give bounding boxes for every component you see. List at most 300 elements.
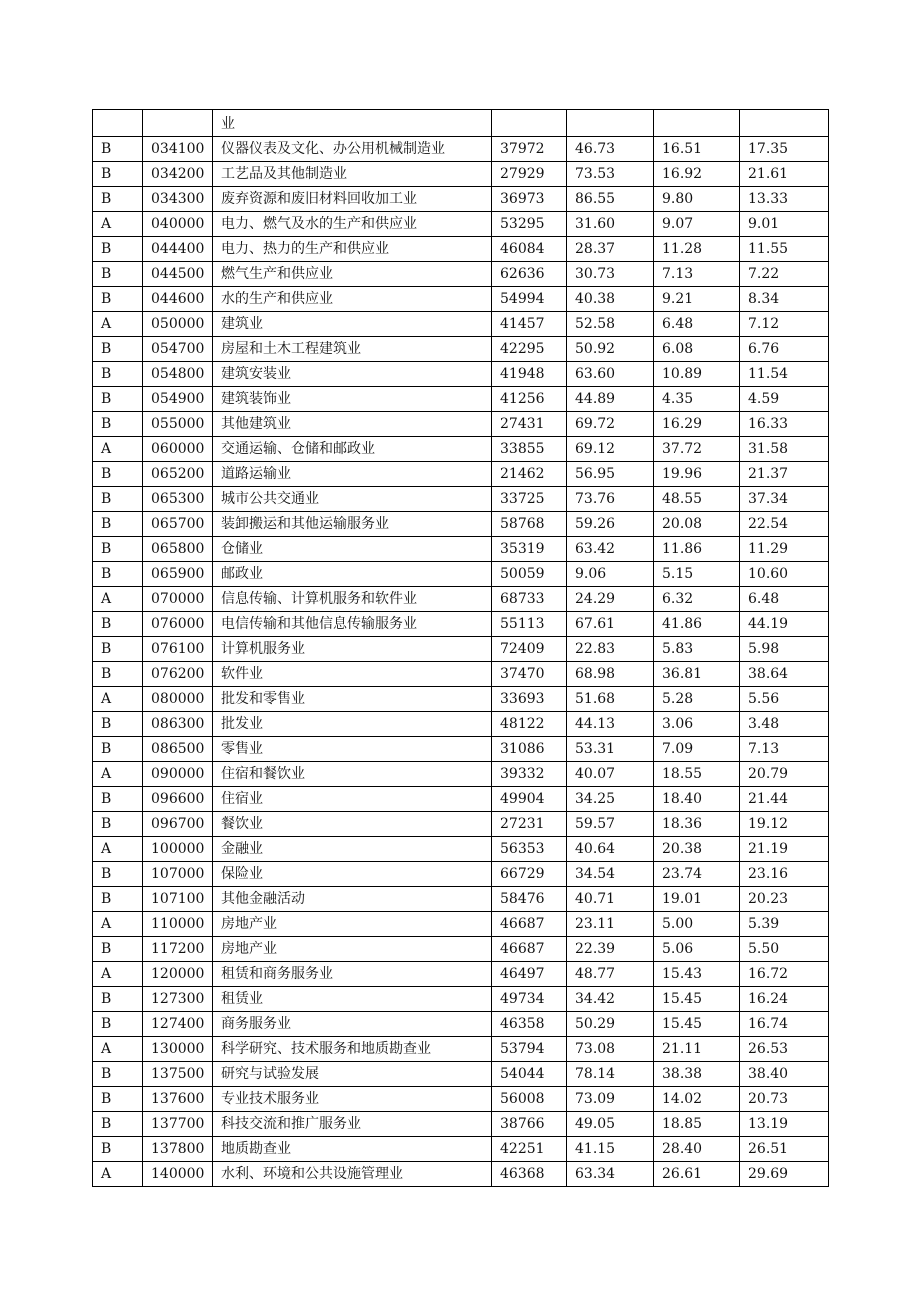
ratio-1-cell: 56.95 <box>567 462 654 487</box>
ratio-2-cell: 5.00 <box>654 912 740 937</box>
value-cell: 27929 <box>492 162 567 187</box>
ratio-3-cell: 38.40 <box>740 1062 829 1087</box>
industry-name-cell: 科技交流和推广服务业 <box>213 1112 492 1137</box>
value-cell: 49904 <box>492 787 567 812</box>
industry-name-cell: 餐饮业 <box>213 812 492 837</box>
code-cell: 076000 <box>143 612 213 637</box>
ratio-1-cell: 73.76 <box>567 487 654 512</box>
industry-name-cell: 地质勘查业 <box>213 1137 492 1162</box>
ratio-1-cell: 48.77 <box>567 962 654 987</box>
ratio-1-cell: 40.71 <box>567 887 654 912</box>
table-row <box>93 812 829 837</box>
value-cell <box>492 110 567 137</box>
code-cell: 044500 <box>143 262 213 287</box>
level-cell: B <box>93 187 143 212</box>
table-row <box>93 587 829 612</box>
code-cell: 140000 <box>143 1162 213 1187</box>
code-cell: 044400 <box>143 237 213 262</box>
industry-name-cell: 批发和零售业 <box>213 687 492 712</box>
ratio-1-cell: 63.34 <box>567 1162 654 1187</box>
industry-name-cell: 信息传输、计算机服务和软件业 <box>213 587 492 612</box>
industry-name-cell: 废弃资源和废旧材料回收加工业 <box>213 187 492 212</box>
ratio-2-cell: 5.28 <box>654 687 740 712</box>
ratio-2-cell: 16.51 <box>654 137 740 162</box>
ratio-3-cell: 38.64 <box>740 662 829 687</box>
table-row <box>93 912 829 937</box>
ratio-3-cell: 20.23 <box>740 887 829 912</box>
code-cell: 090000 <box>143 762 213 787</box>
ratio-3-cell: 21.44 <box>740 787 829 812</box>
industry-name-cell: 建筑业 <box>213 312 492 337</box>
industry-name-cell: 租赁业 <box>213 987 492 1012</box>
ratio-1-cell: 23.11 <box>567 912 654 937</box>
ratio-2-cell: 3.06 <box>654 712 740 737</box>
value-cell: 46368 <box>492 1162 567 1187</box>
value-cell: 53295 <box>492 212 567 237</box>
ratio-3-cell: 11.54 <box>740 362 829 387</box>
level-cell: B <box>93 412 143 437</box>
table-row <box>93 862 829 887</box>
industry-name-cell: 科学研究、技术服务和地质勘查业 <box>213 1037 492 1062</box>
ratio-3-cell: 21.61 <box>740 162 829 187</box>
industry-name-cell: 批发业 <box>213 712 492 737</box>
ratio-3-cell: 44.19 <box>740 612 829 637</box>
code-cell: 034200 <box>143 162 213 187</box>
value-cell: 33725 <box>492 487 567 512</box>
level-cell: B <box>93 162 143 187</box>
value-cell: 55113 <box>492 612 567 637</box>
code-cell: 110000 <box>143 912 213 937</box>
level-cell: B <box>93 1062 143 1087</box>
ratio-2-cell: 7.13 <box>654 262 740 287</box>
ratio-1-cell: 28.37 <box>567 237 654 262</box>
ratio-2-cell: 6.08 <box>654 337 740 362</box>
industry-name-cell: 建筑装饰业 <box>213 387 492 412</box>
ratio-2-cell: 18.40 <box>654 787 740 812</box>
code-cell: 065900 <box>143 562 213 587</box>
ratio-1-cell: 51.68 <box>567 687 654 712</box>
ratio-2-cell: 7.09 <box>654 737 740 762</box>
value-cell: 58768 <box>492 512 567 537</box>
level-cell: B <box>93 662 143 687</box>
ratio-2-cell: 6.32 <box>654 587 740 612</box>
code-cell: 054800 <box>143 362 213 387</box>
ratio-3-cell: 5.56 <box>740 687 829 712</box>
level-cell: B <box>93 1087 143 1112</box>
ratio-1-cell: 30.73 <box>567 262 654 287</box>
ratio-3-cell: 7.13 <box>740 737 829 762</box>
level-cell: B <box>93 237 143 262</box>
table-row <box>93 837 829 862</box>
code-cell: 065300 <box>143 487 213 512</box>
level-cell: B <box>93 887 143 912</box>
ratio-3-cell: 19.12 <box>740 812 829 837</box>
ratio-2-cell: 6.48 <box>654 312 740 337</box>
ratio-1-cell: 34.42 <box>567 987 654 1012</box>
ratio-2-cell: 5.06 <box>654 937 740 962</box>
ratio-3-cell: 20.73 <box>740 1087 829 1112</box>
ratio-1-cell: 73.09 <box>567 1087 654 1112</box>
level-cell: A <box>93 762 143 787</box>
ratio-2-cell: 18.55 <box>654 762 740 787</box>
code-cell: 127300 <box>143 987 213 1012</box>
table-row <box>93 1162 829 1187</box>
table-row <box>93 262 829 287</box>
ratio-2-cell: 9.07 <box>654 212 740 237</box>
ratio-3-cell: 16.74 <box>740 1012 829 1037</box>
ratio-1-cell: 40.07 <box>567 762 654 787</box>
ratio-1-cell: 22.83 <box>567 637 654 662</box>
level-cell: B <box>93 287 143 312</box>
value-cell: 68733 <box>492 587 567 612</box>
ratio-3-cell: 6.48 <box>740 587 829 612</box>
ratio-2-cell: 14.02 <box>654 1087 740 1112</box>
value-cell: 35319 <box>492 537 567 562</box>
industry-name-cell: 水的生产和供应业 <box>213 287 492 312</box>
ratio-3-cell: 26.53 <box>740 1037 829 1062</box>
ratio-1-cell: 63.42 <box>567 537 654 562</box>
table-row <box>93 662 829 687</box>
table-row <box>93 212 829 237</box>
value-cell: 48122 <box>492 712 567 737</box>
industry-name-cell: 房地产业 <box>213 937 492 962</box>
code-cell <box>143 110 213 137</box>
ratio-2-cell: 4.35 <box>654 387 740 412</box>
ratio-1-cell: 31.60 <box>567 212 654 237</box>
ratio-3-cell: 8.34 <box>740 287 829 312</box>
code-cell: 050000 <box>143 312 213 337</box>
value-cell: 46084 <box>492 237 567 262</box>
code-cell: 044600 <box>143 287 213 312</box>
industry-name-cell: 其他金融活动 <box>213 887 492 912</box>
table-row <box>93 537 829 562</box>
ratio-1-cell: 59.57 <box>567 812 654 837</box>
ratio-2-cell: 20.08 <box>654 512 740 537</box>
value-cell: 56008 <box>492 1087 567 1112</box>
industry-name-cell: 燃气生产和供应业 <box>213 262 492 287</box>
industry-name-cell: 金融业 <box>213 837 492 862</box>
level-cell: B <box>93 487 143 512</box>
level-cell: A <box>93 1037 143 1062</box>
value-cell: 49734 <box>492 987 567 1012</box>
value-cell: 46687 <box>492 937 567 962</box>
value-cell: 38766 <box>492 1112 567 1137</box>
ratio-2-cell: 38.38 <box>654 1062 740 1087</box>
ratio-3-cell: 11.55 <box>740 237 829 262</box>
ratio-2-cell: 20.38 <box>654 837 740 862</box>
level-cell <box>93 110 143 137</box>
table-row <box>93 110 829 137</box>
ratio-3-cell: 31.58 <box>740 437 829 462</box>
code-cell: 034100 <box>143 137 213 162</box>
value-cell: 54994 <box>492 287 567 312</box>
table-row <box>93 787 829 812</box>
ratio-2-cell: 41.86 <box>654 612 740 637</box>
industry-name-cell: 工艺品及其他制造业 <box>213 162 492 187</box>
code-cell: 034300 <box>143 187 213 212</box>
code-cell: 065200 <box>143 462 213 487</box>
ratio-2-cell: 48.55 <box>654 487 740 512</box>
industry-name-cell: 水利、环境和公共设施管理业 <box>213 1162 492 1187</box>
ratio-1-cell: 40.64 <box>567 837 654 862</box>
ratio-2-cell: 36.81 <box>654 662 740 687</box>
level-cell: B <box>93 862 143 887</box>
ratio-3-cell: 5.98 <box>740 637 829 662</box>
value-cell: 39332 <box>492 762 567 787</box>
code-cell: 065800 <box>143 537 213 562</box>
code-cell: 107100 <box>143 887 213 912</box>
industry-data-table <box>92 109 829 1187</box>
ratio-1-cell: 53.31 <box>567 737 654 762</box>
ratio-1-cell: 34.54 <box>567 862 654 887</box>
ratio-2-cell: 19.96 <box>654 462 740 487</box>
value-cell: 42295 <box>492 337 567 362</box>
table-row <box>93 437 829 462</box>
industry-name-cell: 电力、燃气及水的生产和供应业 <box>213 212 492 237</box>
level-cell: A <box>93 212 143 237</box>
ratio-3-cell: 7.12 <box>740 312 829 337</box>
table-row <box>93 737 829 762</box>
value-cell: 41457 <box>492 312 567 337</box>
level-cell: B <box>93 262 143 287</box>
level-cell: B <box>93 987 143 1012</box>
ratio-3-cell: 20.79 <box>740 762 829 787</box>
code-cell: 120000 <box>143 962 213 987</box>
value-cell: 58476 <box>492 887 567 912</box>
industry-name-cell: 电力、热力的生产和供应业 <box>213 237 492 262</box>
table-row <box>93 637 829 662</box>
ratio-3-cell: 4.59 <box>740 387 829 412</box>
value-cell: 41256 <box>492 387 567 412</box>
code-cell: 086300 <box>143 712 213 737</box>
table-row <box>93 137 829 162</box>
ratio-3-cell: 7.22 <box>740 262 829 287</box>
level-cell: A <box>93 437 143 462</box>
industry-name-cell: 邮政业 <box>213 562 492 587</box>
ratio-2-cell: 15.45 <box>654 1012 740 1037</box>
table-row <box>93 937 829 962</box>
ratio-1-cell: 69.12 <box>567 437 654 462</box>
value-cell: 46358 <box>492 1012 567 1037</box>
ratio-1-cell: 63.60 <box>567 362 654 387</box>
level-cell: B <box>93 387 143 412</box>
industry-name-cell: 建筑安装业 <box>213 362 492 387</box>
ratio-3-cell: 16.72 <box>740 962 829 987</box>
level-cell: B <box>93 362 143 387</box>
level-cell: B <box>93 737 143 762</box>
table-row <box>93 1037 829 1062</box>
value-cell: 36973 <box>492 187 567 212</box>
industry-name-cell: 装卸搬运和其他运输服务业 <box>213 512 492 537</box>
ratio-2-cell: 5.15 <box>654 562 740 587</box>
table-row <box>93 1137 829 1162</box>
industry-name-cell: 专业技术服务业 <box>213 1087 492 1112</box>
level-cell: B <box>93 787 143 812</box>
code-cell: 086500 <box>143 737 213 762</box>
ratio-3-cell: 22.54 <box>740 512 829 537</box>
ratio-1-cell: 86.55 <box>567 187 654 212</box>
level-cell: B <box>93 612 143 637</box>
level-cell: A <box>93 587 143 612</box>
ratio-3-cell: 5.50 <box>740 937 829 962</box>
ratio-3-cell: 10.60 <box>740 562 829 587</box>
ratio-2-cell: 5.83 <box>654 637 740 662</box>
ratio-1-cell: 49.05 <box>567 1112 654 1137</box>
value-cell: 66729 <box>492 862 567 887</box>
ratio-1-cell: 44.13 <box>567 712 654 737</box>
industry-name-cell: 租赁和商务服务业 <box>213 962 492 987</box>
value-cell: 56353 <box>492 837 567 862</box>
ratio-2-cell: 18.36 <box>654 812 740 837</box>
table-row <box>93 337 829 362</box>
ratio-1-cell: 9.06 <box>567 562 654 587</box>
table-row <box>93 387 829 412</box>
ratio-3-cell: 37.34 <box>740 487 829 512</box>
code-cell: 096700 <box>143 812 213 837</box>
ratio-2-cell: 10.89 <box>654 362 740 387</box>
table-row <box>93 162 829 187</box>
code-cell: 096600 <box>143 787 213 812</box>
ratio-3-cell: 16.33 <box>740 412 829 437</box>
ratio-1-cell: 46.73 <box>567 137 654 162</box>
value-cell: 27431 <box>492 412 567 437</box>
industry-name-cell: 道路运输业 <box>213 462 492 487</box>
code-cell: 070000 <box>143 587 213 612</box>
table-row <box>93 887 829 912</box>
industry-name-cell: 仪器仪表及文化、办公用机械制造业 <box>213 137 492 162</box>
industry-name-cell: 其他建筑业 <box>213 412 492 437</box>
value-cell: 53794 <box>492 1037 567 1062</box>
ratio-1-cell: 44.89 <box>567 387 654 412</box>
table-row <box>93 287 829 312</box>
table-row <box>93 1012 829 1037</box>
ratio-1-cell: 50.29 <box>567 1012 654 1037</box>
code-cell: 127400 <box>143 1012 213 1037</box>
level-cell: B <box>93 937 143 962</box>
value-cell: 54044 <box>492 1062 567 1087</box>
ratio-1-cell: 73.08 <box>567 1037 654 1062</box>
table-row <box>93 237 829 262</box>
ratio-1-cell: 59.26 <box>567 512 654 537</box>
ratio-2-cell: 18.85 <box>654 1112 740 1137</box>
level-cell: B <box>93 1012 143 1037</box>
ratio-3-cell: 6.76 <box>740 337 829 362</box>
code-cell: 054700 <box>143 337 213 362</box>
industry-name-cell: 交通运输、仓储和邮政业 <box>213 437 492 462</box>
code-cell: 100000 <box>143 837 213 862</box>
ratio-3-cell: 23.16 <box>740 862 829 887</box>
industry-name-cell: 业 <box>213 110 492 137</box>
table-row <box>93 562 829 587</box>
ratio-3-cell: 5.39 <box>740 912 829 937</box>
ratio-2-cell: 28.40 <box>654 1137 740 1162</box>
table-row <box>93 512 829 537</box>
ratio-3-cell <box>740 110 829 137</box>
value-cell: 41948 <box>492 362 567 387</box>
ratio-2-cell: 16.92 <box>654 162 740 187</box>
table-row <box>93 1062 829 1087</box>
table-row <box>93 312 829 337</box>
table-body <box>93 110 829 1187</box>
ratio-1-cell: 41.15 <box>567 1137 654 1162</box>
industry-name-cell: 软件业 <box>213 662 492 687</box>
industry-name-cell: 商务服务业 <box>213 1012 492 1037</box>
ratio-2-cell: 26.61 <box>654 1162 740 1187</box>
table-row <box>93 712 829 737</box>
ratio-3-cell: 17.35 <box>740 137 829 162</box>
ratio-3-cell: 9.01 <box>740 212 829 237</box>
level-cell: B <box>93 537 143 562</box>
ratio-3-cell: 13.33 <box>740 187 829 212</box>
industry-name-cell: 电信传输和其他信息传输服务业 <box>213 612 492 637</box>
ratio-3-cell: 21.19 <box>740 837 829 862</box>
level-cell: B <box>93 637 143 662</box>
code-cell: 117200 <box>143 937 213 962</box>
ratio-1-cell: 22.39 <box>567 937 654 962</box>
ratio-2-cell: 19.01 <box>654 887 740 912</box>
ratio-2-cell: 23.74 <box>654 862 740 887</box>
code-cell: 137600 <box>143 1087 213 1112</box>
industry-name-cell: 研究与试验发展 <box>213 1062 492 1087</box>
industry-name-cell: 房屋和土木工程建筑业 <box>213 337 492 362</box>
industry-name-cell: 住宿和餐饮业 <box>213 762 492 787</box>
code-cell: 054900 <box>143 387 213 412</box>
value-cell: 62636 <box>492 262 567 287</box>
level-cell: B <box>93 562 143 587</box>
ratio-2-cell: 16.29 <box>654 412 740 437</box>
value-cell: 37972 <box>492 137 567 162</box>
code-cell: 137500 <box>143 1062 213 1087</box>
value-cell: 33855 <box>492 437 567 462</box>
value-cell: 21462 <box>492 462 567 487</box>
level-cell: A <box>93 837 143 862</box>
value-cell: 33693 <box>492 687 567 712</box>
ratio-1-cell: 67.61 <box>567 612 654 637</box>
ratio-3-cell: 11.29 <box>740 537 829 562</box>
table-row <box>93 462 829 487</box>
code-cell: 080000 <box>143 687 213 712</box>
ratio-1-cell: 68.98 <box>567 662 654 687</box>
ratio-1-cell: 52.58 <box>567 312 654 337</box>
code-cell: 076100 <box>143 637 213 662</box>
value-cell: 50059 <box>492 562 567 587</box>
value-cell: 42251 <box>492 1137 567 1162</box>
ratio-1-cell <box>567 110 654 137</box>
value-cell: 27231 <box>492 812 567 837</box>
table-row <box>93 762 829 787</box>
code-cell: 060000 <box>143 437 213 462</box>
ratio-3-cell: 29.69 <box>740 1162 829 1187</box>
table-row <box>93 412 829 437</box>
industry-name-cell: 仓储业 <box>213 537 492 562</box>
ratio-1-cell: 69.72 <box>567 412 654 437</box>
industry-name-cell: 保险业 <box>213 862 492 887</box>
code-cell: 076200 <box>143 662 213 687</box>
ratio-1-cell: 24.29 <box>567 587 654 612</box>
code-cell: 055000 <box>143 412 213 437</box>
table-row <box>93 962 829 987</box>
ratio-3-cell: 21.37 <box>740 462 829 487</box>
table-row <box>93 487 829 512</box>
table-row <box>93 987 829 1012</box>
ratio-2-cell: 15.43 <box>654 962 740 987</box>
ratio-2-cell: 37.72 <box>654 437 740 462</box>
value-cell: 46497 <box>492 962 567 987</box>
table-row <box>93 362 829 387</box>
value-cell: 46687 <box>492 912 567 937</box>
industry-name-cell: 零售业 <box>213 737 492 762</box>
ratio-2-cell: 11.86 <box>654 537 740 562</box>
